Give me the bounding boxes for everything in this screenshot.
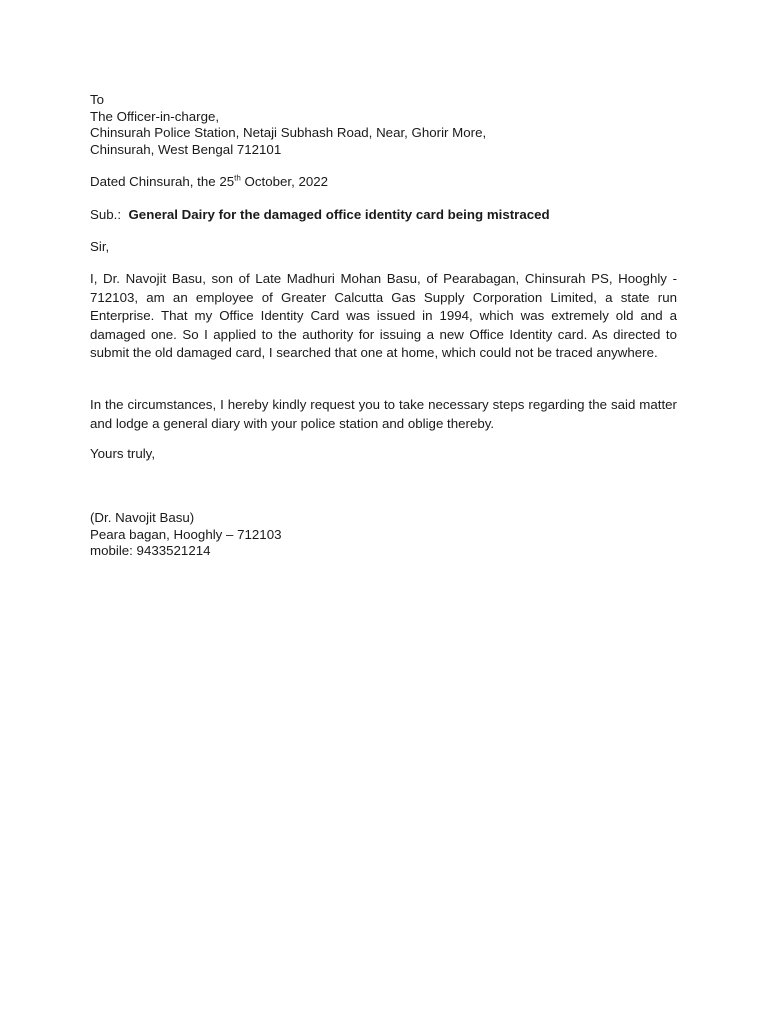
recipient-address-line — [90, 125, 677, 142]
date-rest: October, 2022 — [240, 174, 329, 189]
signature-name: (Dr. Navojit Basu) — [90, 510, 195, 525]
recipient-to: To — [90, 92, 105, 107]
body-paragraph-2: In the circumstances, I hereby kindly request you to take necessary steps regarding the said matter and lodge a general diary with your police station and oblige thereby. — [90, 397, 677, 431]
signature-block — [90, 510, 677, 560]
salutation: Sir, — [90, 239, 110, 254]
date-prefix: Dated Chinsurah, the 25 — [90, 174, 235, 189]
subject-label: Sub.: — [90, 207, 122, 222]
recipient-station: Chinsurah Police Station — [90, 125, 236, 140]
closing: Yours truly, — [90, 446, 156, 461]
signature-address: Peara bagan, Hooghly – 712103 — [90, 526, 282, 542]
recipient-city-line: Chinsurah, West Bengal 712101 — [90, 141, 282, 157]
date-ordinal-suffix: th — [234, 173, 241, 183]
body-paragraph-1: I, Dr. Navojit Basu, son of Late Madhuri Mohan Basu, of Pearabagan, Chinsurah PS, Hooghly - 712103, am an employee of Greater Calcutta Gas Supply Corporation Limited, a state run Enterprise. That my Office Identity Card was issued in 1994, which was extremely old and a damaged one. So I applied to the authority for issuing a new Office Identity card. As directed to submit the old damaged card, I searched that one at home, which could not be traced anywhere. — [90, 271, 677, 360]
recipient-title: The Officer-in-charge, — [90, 108, 220, 124]
recipient-address-rest: , Netaji Subhash Road, Near, Ghorir More, — [235, 125, 487, 140]
subject-text: General Dairy for the damaged office identity card being mistraced — [128, 207, 550, 222]
recipient-block — [90, 92, 677, 158]
date-line — [90, 174, 677, 191]
signature-mobile: mobile: 9433521214 — [90, 543, 211, 558]
subject-line — [90, 207, 677, 224]
